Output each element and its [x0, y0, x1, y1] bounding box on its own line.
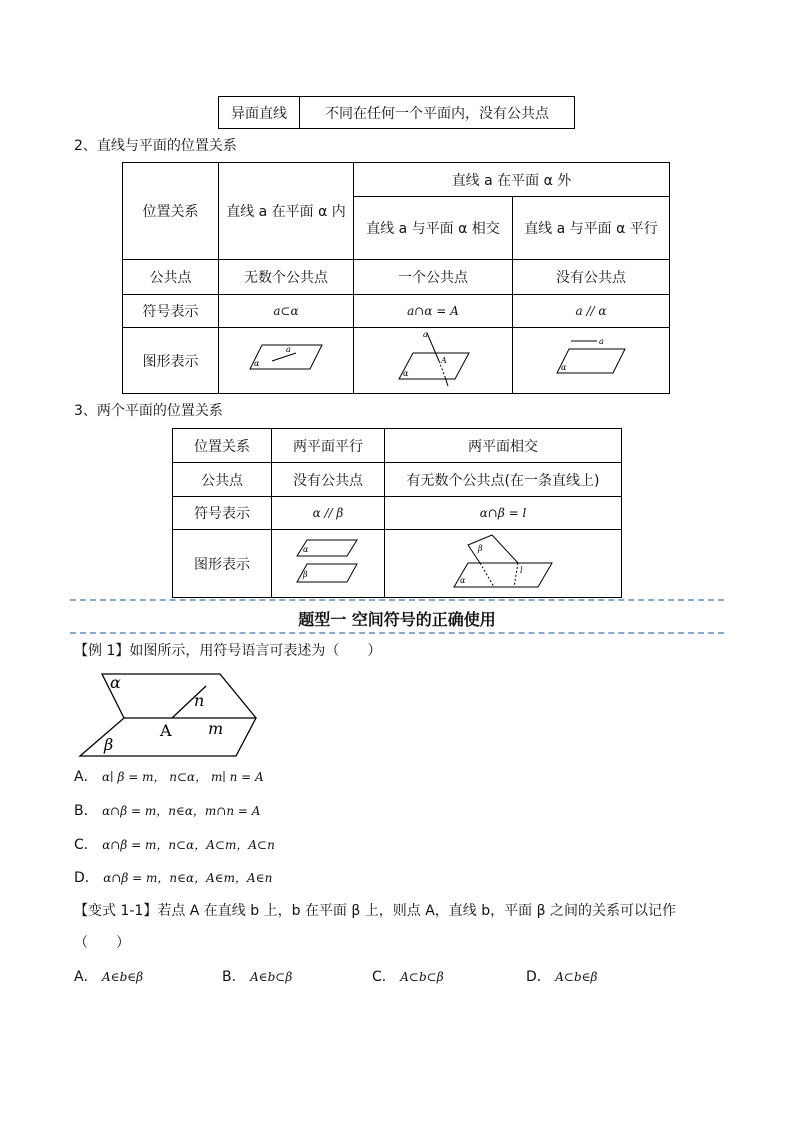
label-a: a [286, 344, 291, 354]
variant-option-b[interactable] [222, 966, 292, 986]
option-label: A． [74, 969, 98, 985]
plane-beta-hidden [480, 563, 514, 587]
option-text: α∩β = m，n⊂α，A⊂m，A⊂n [102, 838, 275, 852]
topic-title: 题型一 空间符号的正确使用 [298, 610, 496, 629]
label-A: A [441, 355, 447, 365]
option-label: B． [74, 803, 98, 819]
section3-title: 3、两个平面的位置关系 [74, 403, 223, 419]
option-d[interactable] [74, 867, 272, 887]
example1-prompt: 【例 1】如图所示，用符号语言可表述为（ ） [74, 643, 382, 659]
line-parallel-figure [551, 337, 631, 381]
header-intersect: 两平面相交 [385, 429, 622, 463]
figure-planes-intersect [385, 530, 622, 598]
plane-alpha-shape [454, 563, 552, 587]
label-m: m [208, 719, 224, 738]
option-text: α∩β = m，n∈α，A∈m，A∈n [103, 871, 273, 885]
line-a-upper [427, 333, 439, 361]
symbol-parallel: α // β [272, 497, 385, 530]
option-text: A⊂b∈β [555, 970, 598, 984]
section2-title: 2、直线与平面的位置关系 [74, 138, 237, 154]
label-n: n [194, 691, 205, 710]
planes-parallel-figure [293, 536, 363, 588]
label-alpha: α [254, 358, 260, 368]
header-outside: 直线 a 在平面 α 外 [354, 163, 670, 197]
label-beta: β [478, 543, 483, 553]
label-A: A [160, 721, 172, 740]
figure-line-in-plane [219, 328, 354, 394]
option-label: D． [526, 969, 551, 985]
label-a: a [599, 336, 604, 346]
common-in: 无数个公共点 [219, 260, 354, 295]
header-parallel: 两平面平行 [272, 429, 385, 463]
symbol-in: a⊂α [219, 295, 354, 328]
label-a: a [423, 329, 428, 339]
label-l: l [520, 565, 523, 575]
option-b[interactable] [74, 800, 260, 820]
option-text: α∩β = m，n∈α，m∩n = A [102, 804, 261, 818]
plane-alpha-shape [557, 349, 625, 373]
divider-top [70, 599, 724, 601]
row-figure-label: 图形表示 [123, 328, 219, 394]
row-common-label: 公共点 [123, 260, 219, 295]
label-alpha: α [110, 673, 121, 692]
option-label: C． [74, 837, 98, 853]
variant-option-d[interactable] [526, 966, 597, 986]
label-beta: β [104, 735, 114, 754]
common-parallel: 没有公共点 [272, 463, 385, 497]
row-common-label: 公共点 [173, 463, 272, 497]
common-intersect: 一个公共点 [354, 260, 513, 295]
option-text: A∈b∈β [102, 970, 144, 984]
variant1-prompt-line1: 【变式 1-1】若点 A 在直线 b 上，b 在平面 β 上，则点 A，直线 b，平面 β 之间的关系可以记作 [74, 903, 676, 919]
figure-planes-parallel [272, 530, 385, 598]
header-in-plane: 直线 a 在平面 α 内 [219, 163, 354, 260]
row-symbol-label: 符号表示 [123, 295, 219, 328]
symbol-parallel: a // α [513, 295, 670, 328]
option-a[interactable] [74, 766, 264, 786]
intersection-line-l [514, 563, 518, 587]
row-symbol-label: 符号表示 [173, 497, 272, 530]
line-in-plane-figure [246, 339, 326, 379]
option-label: A． [74, 769, 98, 785]
option-c[interactable] [74, 834, 275, 854]
header-relation: 位置关系 [173, 429, 272, 463]
line-a-shape [272, 353, 296, 361]
label-alpha: α [403, 368, 409, 378]
row-figure-label: 图形表示 [173, 530, 272, 598]
option-label: D． [74, 870, 99, 886]
plane-alpha-shape [399, 353, 469, 379]
label-alpha: α [561, 362, 567, 372]
divider-bottom [70, 632, 724, 634]
common-parallel: 没有公共点 [513, 260, 670, 295]
option-text: A∈b⊂β [250, 970, 293, 984]
symbol-intersect: α∩β = l [385, 497, 622, 530]
header-relation: 位置关系 [123, 163, 219, 260]
skew-description-cell: 不同在任何一个平面内，没有公共点 [300, 97, 575, 129]
symbol-intersect: a∩α = A [354, 295, 513, 328]
option-label: B． [222, 969, 246, 985]
line-plane-table [122, 162, 670, 394]
header-parallel: 直线 a 与平面 α 平行 [513, 197, 670, 260]
line-intersect-figure [393, 329, 473, 389]
option-label: C． [372, 969, 396, 985]
option-text: α∣ β = m， n⊂α， m∣ n = A [102, 770, 264, 784]
variant-option-c[interactable] [372, 966, 444, 986]
variant1-prompt-line2: （ ） [74, 935, 130, 951]
figure-line-parallel [513, 328, 670, 394]
option-text: A⊂b⊂β [400, 970, 444, 984]
label-alpha: α [460, 575, 466, 585]
skew-lines-table [218, 96, 575, 129]
figure-line-intersect [354, 328, 513, 394]
label-alpha: α [303, 544, 309, 554]
example1-figure [76, 670, 260, 760]
header-intersect: 直线 a 与平面 α 相交 [354, 197, 513, 260]
skew-term-cell: 异面直线 [219, 97, 300, 129]
variant-option-a[interactable] [74, 966, 143, 986]
common-intersect: 有无数个公共点(在一条直线上) [385, 463, 622, 497]
planes-intersect-figure [448, 533, 558, 591]
label-beta: β [303, 569, 308, 579]
line-a-lower [445, 377, 448, 386]
plane-plane-table [172, 428, 622, 598]
plane-beta-upper [468, 535, 518, 563]
